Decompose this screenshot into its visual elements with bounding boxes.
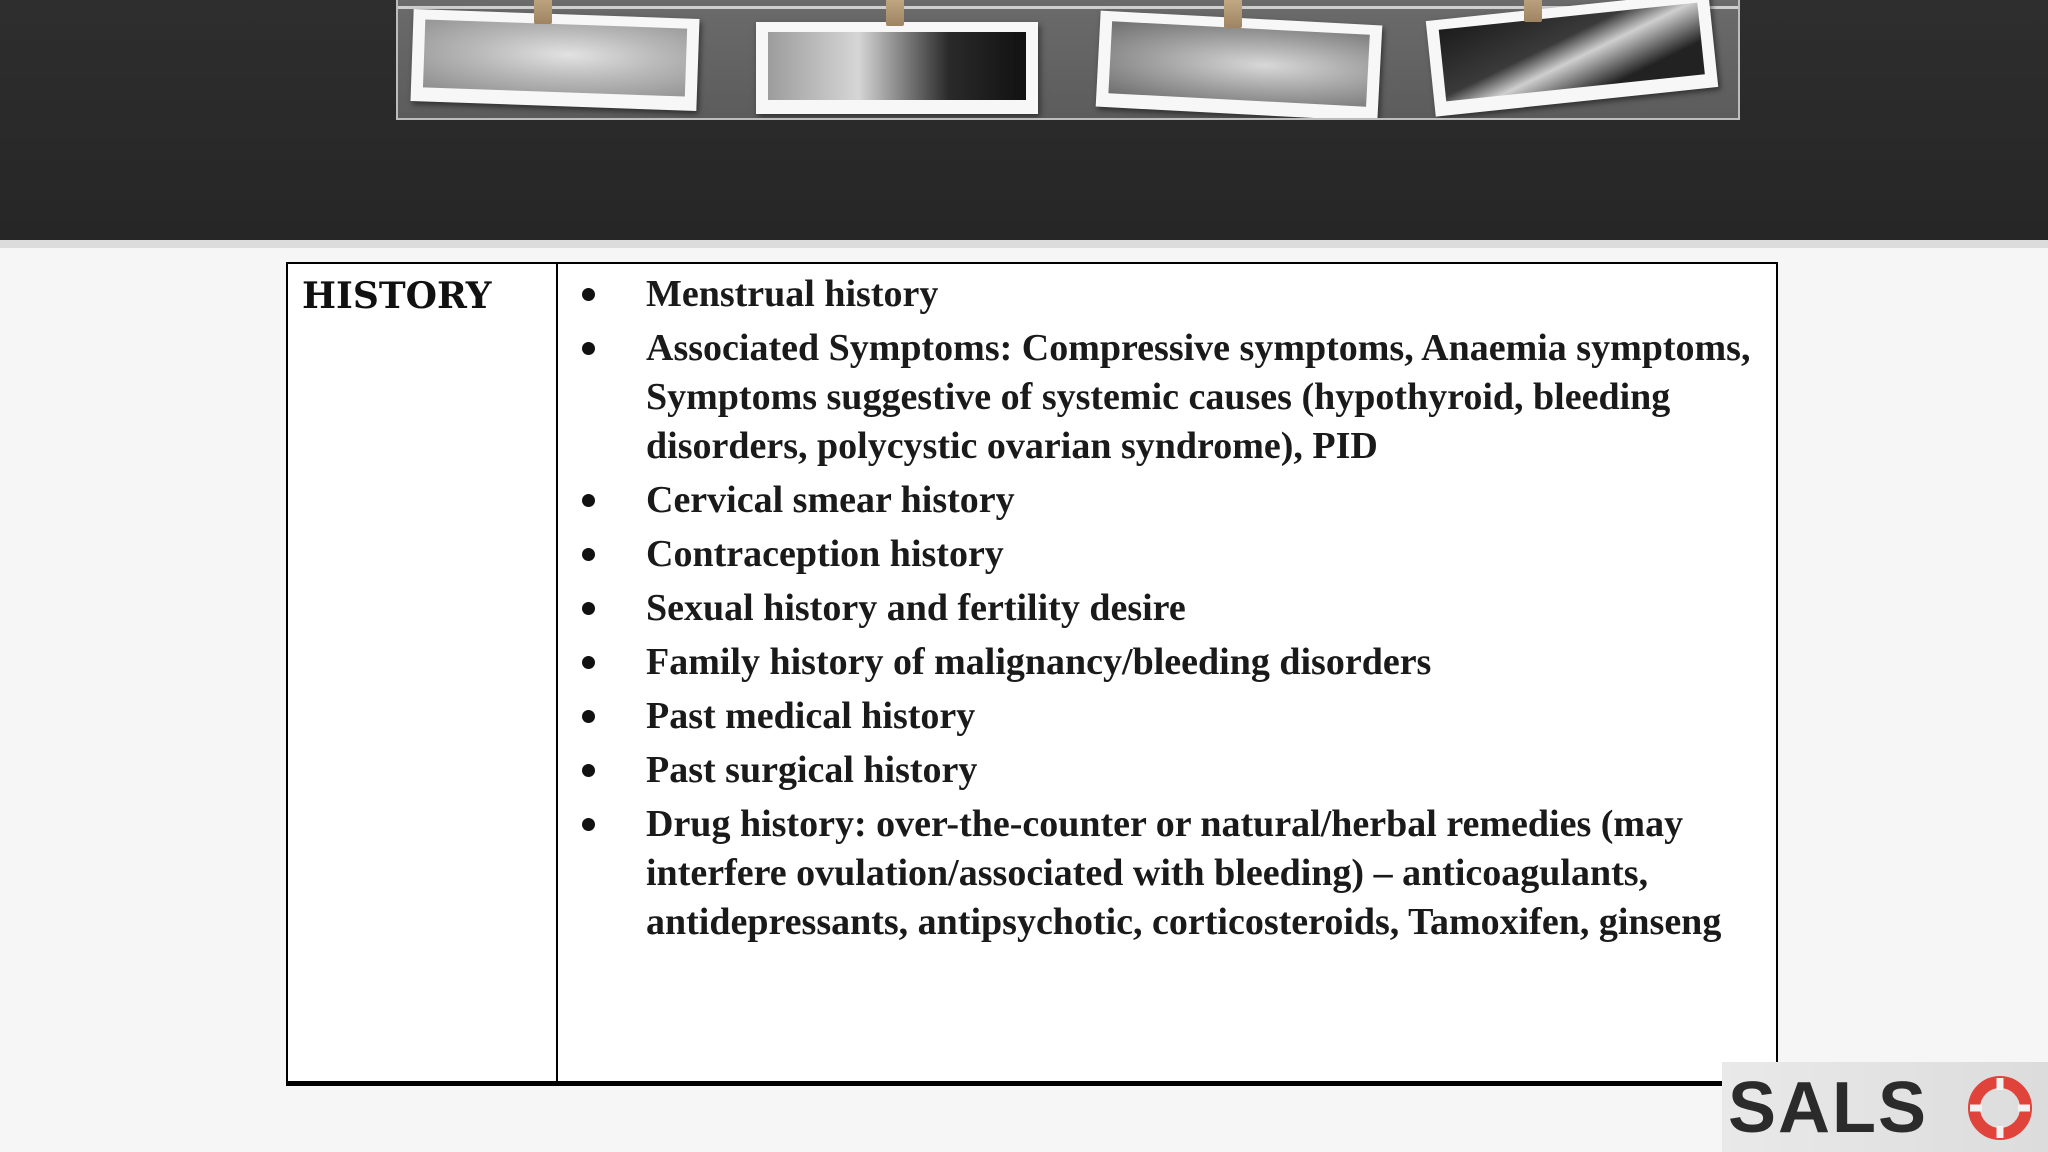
- list-item: [572, 692, 1752, 741]
- list-item-text: Menstrual history: [646, 273, 939, 315]
- baby-photo-4: [1426, 0, 1718, 117]
- bullet-icon: [582, 548, 595, 561]
- list-item-text: Family history of malignancy/bleeding disorders: [646, 641, 1432, 683]
- logo-text: SALS: [1728, 1068, 1929, 1148]
- clothes-peg: [886, 0, 904, 26]
- bullet-icon: [582, 602, 595, 615]
- list-item-text: Contraception history: [646, 533, 1004, 575]
- bullet-icon: [582, 710, 595, 723]
- list-item: [572, 638, 1752, 687]
- baby-photo-2: [756, 22, 1038, 114]
- list-item: [572, 584, 1752, 633]
- list-item-text: Past surgical history: [646, 749, 978, 791]
- bullet-icon: [582, 342, 595, 355]
- clothes-peg: [1224, 0, 1242, 28]
- banner-divider: [0, 240, 2048, 248]
- bullet-icon: [582, 494, 595, 507]
- clothes-peg: [1524, 0, 1542, 22]
- bullet-icon: [582, 656, 595, 669]
- list-item-text: Sexual history and fertility desire: [646, 587, 1186, 629]
- list-item: [572, 746, 1752, 795]
- history-item-list: [572, 270, 1752, 952]
- list-item-text: Cervical smear history: [646, 479, 1015, 521]
- bullet-icon: [582, 288, 595, 301]
- row-label-history: HISTORY: [302, 275, 492, 317]
- bullet-icon: [582, 764, 595, 777]
- header-banner: [0, 0, 2048, 240]
- baby-photo-1: [410, 9, 699, 111]
- list-item-text: Associated Symptoms: Compressive symptoms, Anaemia symptoms, Symptoms suggestive of systemic causes (hypothyroid, bleeding disorders, polycystic ovarian syndrome), PID: [646, 327, 1751, 467]
- history-table: [286, 262, 1778, 1086]
- list-item: [572, 270, 1752, 319]
- list-item: [572, 476, 1752, 525]
- photo-strip: [396, 0, 1740, 120]
- column-divider: [556, 264, 558, 1081]
- clothes-peg: [534, 0, 552, 24]
- salso-logo: [1722, 1062, 2048, 1152]
- list-item: [572, 800, 1752, 947]
- list-item-text: Drug history: over-the-counter or natural/herbal remedies (may interfere ovulation/associated with bleeding) – anticoagulants, antidepressants, antipsychotic, corticosteroids, Tamoxifen, ginseng: [646, 803, 1722, 943]
- list-item-text: Past medical history: [646, 695, 976, 737]
- list-item: [572, 324, 1752, 471]
- bullet-icon: [582, 818, 595, 831]
- lifebuoy-icon: [1968, 1076, 2032, 1140]
- list-item: [572, 530, 1752, 579]
